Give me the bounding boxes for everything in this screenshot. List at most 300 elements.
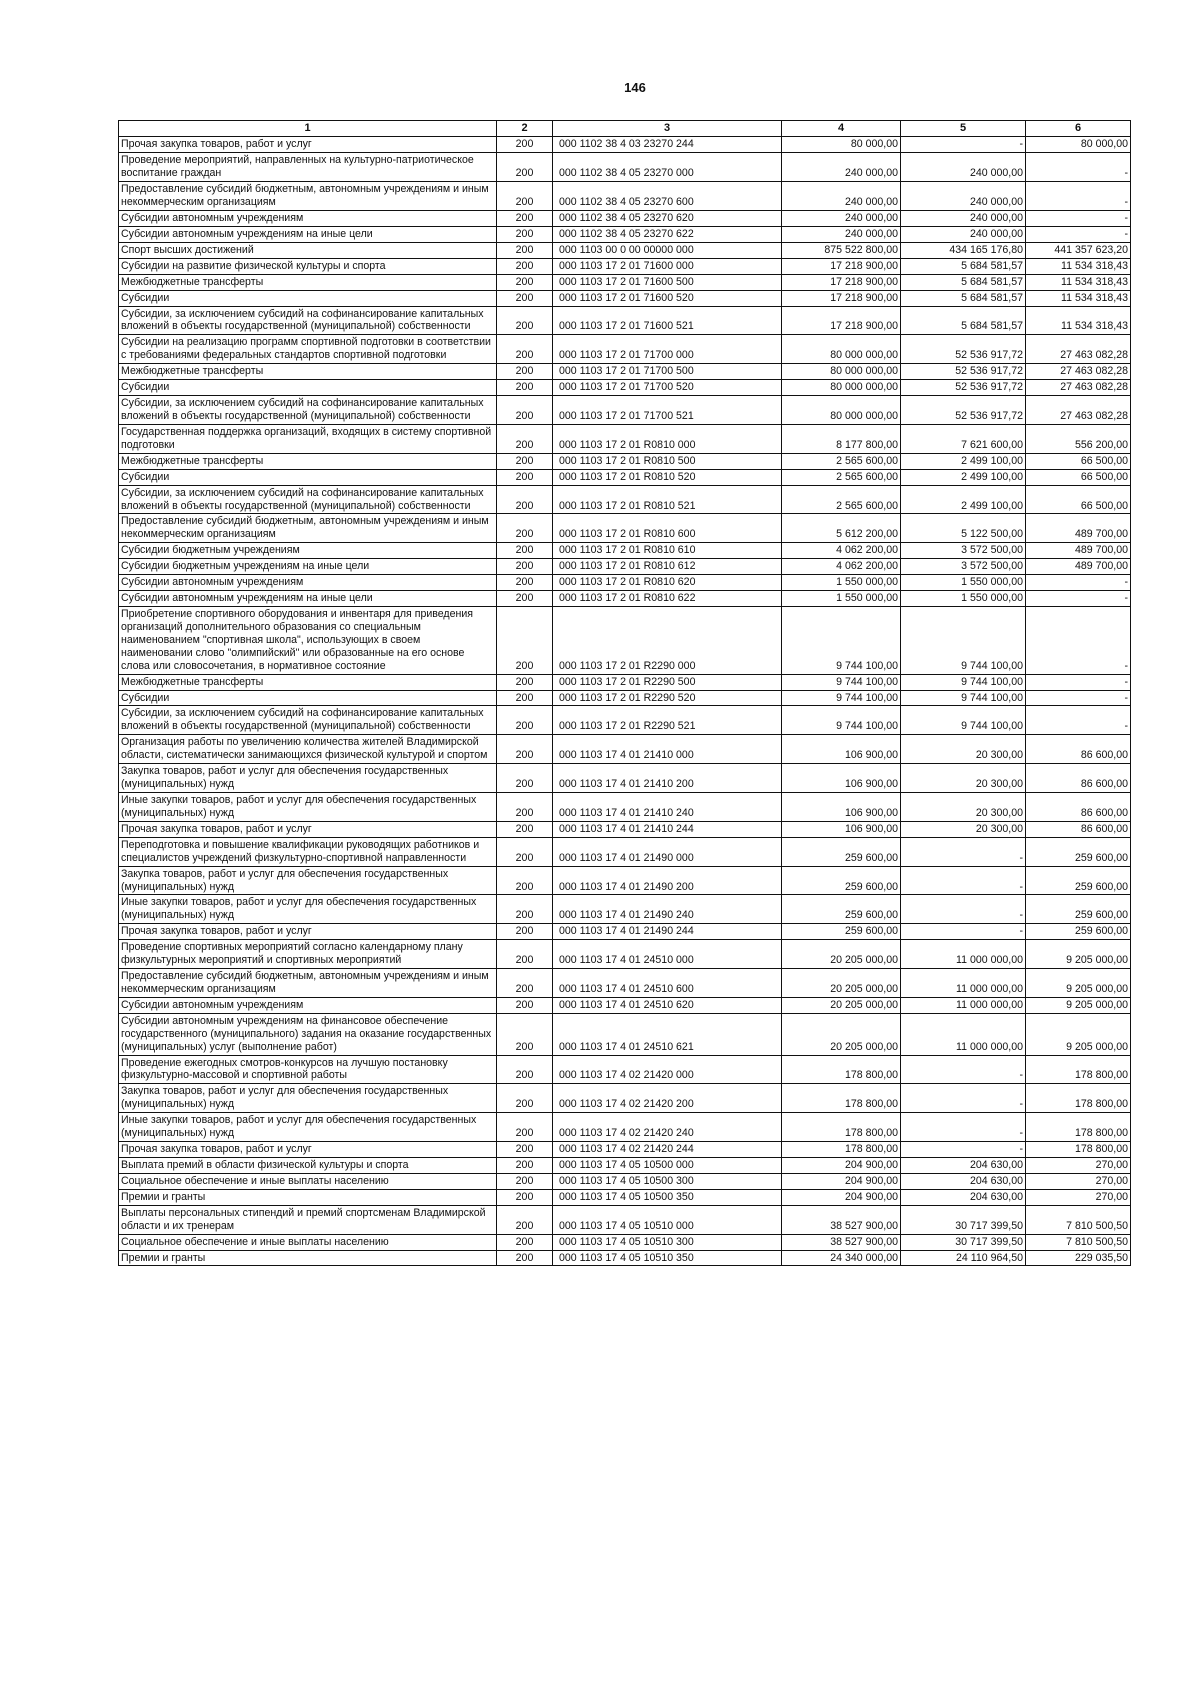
- table-row: [119, 674, 1131, 690]
- row-rest-cell: 178 800,00: [1026, 1055, 1131, 1084]
- row-name-cell: Прочая закупка товаров, работ и услуг: [119, 821, 497, 837]
- row-name-cell: Предоставление субсидий бюджетным, автономным учреждениям и иным некоммерческим организациям: [119, 514, 497, 543]
- row-rest-cell: -: [1026, 153, 1131, 182]
- row-plan-cell: 178 800,00: [782, 1142, 901, 1158]
- row-kbk-cell: 000 1102 38 4 03 23270 244: [553, 137, 782, 153]
- row-exec-cell: 52 536 917,72: [901, 364, 1026, 380]
- table-row: [119, 866, 1131, 895]
- row-rest-cell: -: [1026, 690, 1131, 706]
- row-exec-cell: 5 122 500,00: [901, 514, 1026, 543]
- table-row: [119, 182, 1131, 211]
- row-kbk-cell: 000 1103 17 4 01 21410 240: [553, 792, 782, 821]
- row-plan-cell: 9 744 100,00: [782, 674, 901, 690]
- row-kbk-cell: 000 1103 17 4 02 21420 244: [553, 1142, 782, 1158]
- row-name-cell: Прочая закупка товаров, работ и услуг: [119, 137, 497, 153]
- row-exec-cell: -: [901, 137, 1026, 153]
- row-code-cell: 200: [497, 1205, 553, 1234]
- row-exec-cell: 5 684 581,57: [901, 274, 1026, 290]
- row-exec-cell: 240 000,00: [901, 226, 1026, 242]
- row-code-cell: 200: [497, 153, 553, 182]
- table-row: [119, 1142, 1131, 1158]
- row-kbk-cell: 000 1103 17 2 01 R0810 500: [553, 453, 782, 469]
- row-exec-cell: -: [901, 1055, 1026, 1084]
- row-exec-cell: 52 536 917,72: [901, 396, 1026, 425]
- row-name-cell: Субсидии автономным учреждениям: [119, 997, 497, 1013]
- row-name-cell: Субсидии бюджетным учреждениям на иные цели: [119, 559, 497, 575]
- row-exec-cell: 434 165 176,80: [901, 242, 1026, 258]
- row-kbk-cell: 000 1103 17 4 01 24510 000: [553, 940, 782, 969]
- row-exec-cell: 240 000,00: [901, 211, 1026, 227]
- table-row: [119, 1173, 1131, 1189]
- row-exec-cell: 11 000 000,00: [901, 940, 1026, 969]
- budget-table: [118, 120, 1131, 1266]
- row-code-cell: 200: [497, 242, 553, 258]
- row-code-cell: 200: [497, 469, 553, 485]
- row-rest-cell: 259 600,00: [1026, 866, 1131, 895]
- row-plan-cell: 875 522 800,00: [782, 242, 901, 258]
- row-kbk-cell: 000 1103 00 0 00 00000 000: [553, 242, 782, 258]
- row-plan-cell: 9 744 100,00: [782, 606, 901, 674]
- row-plan-cell: 8 177 800,00: [782, 424, 901, 453]
- table-row: [119, 735, 1131, 764]
- row-name-cell: Субсидии, за исключением субсидий на софинансирование капитальных вложений в объекты государственной (муниципальной) собственности: [119, 706, 497, 735]
- row-kbk-cell: 000 1103 17 2 01 R0810 620: [553, 575, 782, 591]
- row-kbk-cell: 000 1103 17 4 01 24510 600: [553, 969, 782, 998]
- row-plan-cell: 204 900,00: [782, 1189, 901, 1205]
- row-plan-cell: 106 900,00: [782, 764, 901, 793]
- table-row: [119, 335, 1131, 364]
- row-name-cell: Переподготовка и повышение квалификации руководящих работников и специалистов учреждений физкультурно-спортивной направленности: [119, 837, 497, 866]
- row-plan-cell: 2 565 600,00: [782, 469, 901, 485]
- row-rest-cell: 11 534 318,43: [1026, 290, 1131, 306]
- row-plan-cell: 240 000,00: [782, 153, 901, 182]
- table-row: [119, 940, 1131, 969]
- row-rest-cell: 270,00: [1026, 1158, 1131, 1174]
- row-code-cell: 200: [497, 735, 553, 764]
- row-plan-cell: 106 900,00: [782, 792, 901, 821]
- row-kbk-cell: 000 1103 17 2 01 R2290 520: [553, 690, 782, 706]
- table-row: [119, 1084, 1131, 1113]
- row-name-cell: Прочая закупка товаров, работ и услуг: [119, 924, 497, 940]
- row-exec-cell: 11 000 000,00: [901, 969, 1026, 998]
- row-kbk-cell: 000 1103 17 2 01 71600 521: [553, 306, 782, 335]
- row-plan-cell: 240 000,00: [782, 226, 901, 242]
- row-exec-cell: 20 300,00: [901, 792, 1026, 821]
- row-code-cell: 200: [497, 764, 553, 793]
- row-code-cell: 200: [497, 290, 553, 306]
- row-rest-cell: 86 600,00: [1026, 821, 1131, 837]
- row-code-cell: 200: [497, 792, 553, 821]
- row-plan-cell: 240 000,00: [782, 182, 901, 211]
- row-code-cell: 200: [497, 364, 553, 380]
- row-kbk-cell: 000 1103 17 4 01 21490 200: [553, 866, 782, 895]
- row-exec-cell: 52 536 917,72: [901, 380, 1026, 396]
- table-row: [119, 543, 1131, 559]
- row-kbk-cell: 000 1103 17 2 01 R2290 500: [553, 674, 782, 690]
- row-plan-cell: 9 744 100,00: [782, 690, 901, 706]
- row-name-cell: Субсидии автономным учреждениям на иные цели: [119, 226, 497, 242]
- row-exec-cell: 204 630,00: [901, 1189, 1026, 1205]
- row-exec-cell: 52 536 917,72: [901, 335, 1026, 364]
- table-row: [119, 274, 1131, 290]
- row-exec-cell: 2 499 100,00: [901, 485, 1026, 514]
- row-kbk-cell: 000 1103 17 4 01 21410 200: [553, 764, 782, 793]
- row-code-cell: 200: [497, 1113, 553, 1142]
- row-rest-cell: 9 205 000,00: [1026, 969, 1131, 998]
- row-rest-cell: 178 800,00: [1026, 1084, 1131, 1113]
- row-plan-cell: 1 550 000,00: [782, 575, 901, 591]
- row-code-cell: 200: [497, 606, 553, 674]
- row-exec-cell: 11 000 000,00: [901, 997, 1026, 1013]
- row-name-cell: Иные закупки товаров, работ и услуг для обеспечения государственных (муниципальных) нужд: [119, 792, 497, 821]
- row-rest-cell: -: [1026, 226, 1131, 242]
- row-rest-cell: -: [1026, 182, 1131, 211]
- table-header-row: [119, 121, 1131, 137]
- row-kbk-cell: 000 1103 17 4 02 21420 200: [553, 1084, 782, 1113]
- table-row: [119, 1250, 1131, 1266]
- row-rest-cell: 66 500,00: [1026, 485, 1131, 514]
- row-name-cell: Субсидии: [119, 690, 497, 706]
- row-rest-cell: -: [1026, 591, 1131, 607]
- row-kbk-cell: 000 1103 17 4 05 10510 350: [553, 1250, 782, 1266]
- row-name-cell: Социальное обеспечение и иные выплаты населению: [119, 1173, 497, 1189]
- row-exec-cell: -: [901, 1113, 1026, 1142]
- table-row: [119, 1113, 1131, 1142]
- row-rest-cell: 229 035,50: [1026, 1250, 1131, 1266]
- row-exec-cell: 30 717 399,50: [901, 1205, 1026, 1234]
- row-plan-cell: 240 000,00: [782, 211, 901, 227]
- row-plan-cell: 9 744 100,00: [782, 706, 901, 735]
- row-kbk-cell: 000 1103 17 2 01 71700 520: [553, 380, 782, 396]
- header-cell-1: 1: [119, 121, 497, 137]
- table-row: [119, 895, 1131, 924]
- row-name-cell: Субсидии автономным учреждениям на иные цели: [119, 591, 497, 607]
- table-row: [119, 153, 1131, 182]
- row-kbk-cell: 000 1103 17 4 05 10510 300: [553, 1234, 782, 1250]
- table-row: [119, 1158, 1131, 1174]
- table-row: [119, 514, 1131, 543]
- row-code-cell: 200: [497, 821, 553, 837]
- table-row: [119, 306, 1131, 335]
- row-rest-cell: 489 700,00: [1026, 514, 1131, 543]
- table-row: [119, 969, 1131, 998]
- row-rest-cell: 27 463 082,28: [1026, 335, 1131, 364]
- row-rest-cell: -: [1026, 606, 1131, 674]
- row-rest-cell: 11 534 318,43: [1026, 306, 1131, 335]
- row-exec-cell: 20 300,00: [901, 735, 1026, 764]
- row-code-cell: 200: [497, 137, 553, 153]
- row-rest-cell: -: [1026, 575, 1131, 591]
- row-name-cell: Предоставление субсидий бюджетным, автономным учреждениям и иным некоммерческим организациям: [119, 969, 497, 998]
- row-kbk-cell: 000 1103 17 2 01 R0810 000: [553, 424, 782, 453]
- row-rest-cell: 441 357 623,20: [1026, 242, 1131, 258]
- row-name-cell: Межбюджетные трансферты: [119, 453, 497, 469]
- table-row: [119, 453, 1131, 469]
- row-plan-cell: 17 218 900,00: [782, 258, 901, 274]
- row-rest-cell: -: [1026, 211, 1131, 227]
- table-row: [119, 606, 1131, 674]
- row-name-cell: Межбюджетные трансферты: [119, 674, 497, 690]
- row-exec-cell: -: [901, 895, 1026, 924]
- row-code-cell: 200: [497, 940, 553, 969]
- row-plan-cell: 20 205 000,00: [782, 940, 901, 969]
- row-name-cell: Иные закупки товаров, работ и услуг для обеспечения государственных (муниципальных) нужд: [119, 1113, 497, 1142]
- row-plan-cell: 2 565 600,00: [782, 485, 901, 514]
- header-cell-3: 3: [553, 121, 782, 137]
- row-code-cell: 200: [497, 424, 553, 453]
- row-name-cell: Проведение мероприятий, направленных на культурно-патриотическое воспитание граждан: [119, 153, 497, 182]
- row-exec-cell: 3 572 500,00: [901, 559, 1026, 575]
- table-row: [119, 837, 1131, 866]
- row-name-cell: Иные закупки товаров, работ и услуг для обеспечения государственных (муниципальных) нужд: [119, 895, 497, 924]
- table-row: [119, 1013, 1131, 1055]
- row-code-cell: 200: [497, 969, 553, 998]
- row-name-cell: Закупка товаров, работ и услуг для обеспечения государственных (муниципальных) нужд: [119, 866, 497, 895]
- row-name-cell: Проведение спортивных мероприятий согласно календарному плану физкультурных мероприятий и спортивных мероприятий: [119, 940, 497, 969]
- row-plan-cell: 106 900,00: [782, 821, 901, 837]
- row-name-cell: Выплаты персональных стипендий и премий спортсменам Владимирской области и их тренерам: [119, 1205, 497, 1234]
- row-kbk-cell: 000 1103 17 4 01 21490 000: [553, 837, 782, 866]
- row-exec-cell: 9 744 100,00: [901, 674, 1026, 690]
- table-row: [119, 575, 1131, 591]
- row-code-cell: 200: [497, 895, 553, 924]
- row-plan-cell: 178 800,00: [782, 1055, 901, 1084]
- row-kbk-cell: 000 1103 17 2 01 R2290 521: [553, 706, 782, 735]
- row-code-cell: 200: [497, 866, 553, 895]
- row-exec-cell: 7 621 600,00: [901, 424, 1026, 453]
- row-code-cell: 200: [497, 396, 553, 425]
- row-rest-cell: 270,00: [1026, 1173, 1131, 1189]
- row-plan-cell: 204 900,00: [782, 1173, 901, 1189]
- row-code-cell: 200: [497, 380, 553, 396]
- row-kbk-cell: 000 1103 17 4 02 21420 000: [553, 1055, 782, 1084]
- row-exec-cell: 5 684 581,57: [901, 306, 1026, 335]
- row-plan-cell: 106 900,00: [782, 735, 901, 764]
- row-rest-cell: 259 600,00: [1026, 895, 1131, 924]
- row-code-cell: 200: [497, 258, 553, 274]
- row-rest-cell: 27 463 082,28: [1026, 380, 1131, 396]
- row-code-cell: 200: [497, 1250, 553, 1266]
- row-rest-cell: 259 600,00: [1026, 924, 1131, 940]
- row-code-cell: 200: [497, 559, 553, 575]
- row-name-cell: Премии и гранты: [119, 1250, 497, 1266]
- row-name-cell: Субсидии автономным учреждениям на финансовое обеспечение государственного (муниципального) задания на оказание государственных (муниципальных) услуг (выполнение работ): [119, 1013, 497, 1055]
- row-code-cell: 200: [497, 1013, 553, 1055]
- row-exec-cell: 20 300,00: [901, 764, 1026, 793]
- row-kbk-cell: 000 1103 17 2 01 R2290 000: [553, 606, 782, 674]
- row-name-cell: Премии и гранты: [119, 1189, 497, 1205]
- row-kbk-cell: 000 1103 17 2 01 R0810 610: [553, 543, 782, 559]
- row-rest-cell: -: [1026, 674, 1131, 690]
- row-exec-cell: 204 630,00: [901, 1158, 1026, 1174]
- row-name-cell: Социальное обеспечение и иные выплаты населению: [119, 1234, 497, 1250]
- row-rest-cell: 80 000,00: [1026, 137, 1131, 153]
- row-rest-cell: 489 700,00: [1026, 543, 1131, 559]
- row-name-cell: Межбюджетные трансферты: [119, 364, 497, 380]
- table-row: [119, 764, 1131, 793]
- header-cell-6: 6: [1026, 121, 1131, 137]
- row-plan-cell: 204 900,00: [782, 1158, 901, 1174]
- row-exec-cell: -: [901, 924, 1026, 940]
- table-row: [119, 559, 1131, 575]
- row-exec-cell: 11 000 000,00: [901, 1013, 1026, 1055]
- row-code-cell: 200: [497, 453, 553, 469]
- row-rest-cell: 9 205 000,00: [1026, 1013, 1131, 1055]
- row-plan-cell: 80 000 000,00: [782, 380, 901, 396]
- row-name-cell: Государственная поддержка организаций, входящих в систему спортивной подготовки: [119, 424, 497, 453]
- row-name-cell: Выплата премий в области физической культуры и спорта: [119, 1158, 497, 1174]
- row-rest-cell: 27 463 082,28: [1026, 396, 1131, 425]
- row-rest-cell: 9 205 000,00: [1026, 997, 1131, 1013]
- row-plan-cell: 20 205 000,00: [782, 997, 901, 1013]
- row-name-cell: Организация работы по увеличению количества жителей Владимирской области, систематически занимающихся физической культурой и спортом: [119, 735, 497, 764]
- row-code-cell: 200: [497, 1055, 553, 1084]
- table-row: [119, 380, 1131, 396]
- row-rest-cell: 556 200,00: [1026, 424, 1131, 453]
- row-rest-cell: 259 600,00: [1026, 837, 1131, 866]
- row-plan-cell: 4 062 200,00: [782, 559, 901, 575]
- row-name-cell: Субсидии: [119, 290, 497, 306]
- row-plan-cell: 178 800,00: [782, 1113, 901, 1142]
- row-rest-cell: 178 800,00: [1026, 1113, 1131, 1142]
- row-code-cell: 200: [497, 1234, 553, 1250]
- row-rest-cell: 66 500,00: [1026, 469, 1131, 485]
- table-row: [119, 1055, 1131, 1084]
- row-kbk-cell: 000 1102 38 4 05 23270 000: [553, 153, 782, 182]
- budget-table-body: [119, 121, 1131, 1266]
- row-kbk-cell: 000 1103 17 4 05 10500 000: [553, 1158, 782, 1174]
- table-row: [119, 242, 1131, 258]
- table-row: [119, 591, 1131, 607]
- row-exec-cell: 240 000,00: [901, 182, 1026, 211]
- row-kbk-cell: 000 1103 17 4 05 10500 300: [553, 1173, 782, 1189]
- row-plan-cell: 259 600,00: [782, 837, 901, 866]
- row-kbk-cell: 000 1103 17 4 05 10500 350: [553, 1189, 782, 1205]
- row-exec-cell: 9 744 100,00: [901, 690, 1026, 706]
- row-exec-cell: -: [901, 866, 1026, 895]
- row-kbk-cell: 000 1103 17 2 01 71600 520: [553, 290, 782, 306]
- row-exec-cell: 20 300,00: [901, 821, 1026, 837]
- row-name-cell: Субсидии: [119, 380, 497, 396]
- page-number: 146: [624, 80, 646, 95]
- row-kbk-cell: 000 1103 17 4 01 21490 244: [553, 924, 782, 940]
- row-rest-cell: 178 800,00: [1026, 1142, 1131, 1158]
- row-exec-cell: 24 110 964,50: [901, 1250, 1026, 1266]
- row-rest-cell: 489 700,00: [1026, 559, 1131, 575]
- row-code-cell: 200: [497, 1189, 553, 1205]
- row-exec-cell: -: [901, 837, 1026, 866]
- row-plan-cell: 80 000 000,00: [782, 364, 901, 380]
- row-code-cell: 200: [497, 211, 553, 227]
- row-rest-cell: 270,00: [1026, 1189, 1131, 1205]
- row-kbk-cell: 000 1103 17 2 01 R0810 612: [553, 559, 782, 575]
- row-name-cell: Закупка товаров, работ и услуг для обеспечения государственных (муниципальных) нужд: [119, 764, 497, 793]
- row-plan-cell: 80 000 000,00: [782, 396, 901, 425]
- row-kbk-cell: 000 1103 17 2 01 71600 000: [553, 258, 782, 274]
- row-kbk-cell: 000 1103 17 2 01 71700 000: [553, 335, 782, 364]
- row-plan-cell: 38 527 900,00: [782, 1205, 901, 1234]
- row-kbk-cell: 000 1103 17 2 01 R0810 622: [553, 591, 782, 607]
- row-code-cell: 200: [497, 591, 553, 607]
- row-kbk-cell: 000 1103 17 2 01 R0810 600: [553, 514, 782, 543]
- row-plan-cell: 17 218 900,00: [782, 306, 901, 335]
- header-cell-4: 4: [782, 121, 901, 137]
- row-code-cell: 200: [497, 274, 553, 290]
- row-exec-cell: 9 744 100,00: [901, 706, 1026, 735]
- row-exec-cell: 3 572 500,00: [901, 543, 1026, 559]
- row-kbk-cell: 000 1103 17 2 01 R0810 521: [553, 485, 782, 514]
- row-name-cell: Субсидии автономным учреждениям: [119, 211, 497, 227]
- row-plan-cell: 20 205 000,00: [782, 1013, 901, 1055]
- row-code-cell: 200: [497, 514, 553, 543]
- header-cell-5: 5: [901, 121, 1026, 137]
- row-code-cell: 200: [497, 1158, 553, 1174]
- row-rest-cell: -: [1026, 706, 1131, 735]
- header-cell-2: 2: [497, 121, 553, 137]
- row-rest-cell: 86 600,00: [1026, 792, 1131, 821]
- row-name-cell: Приобретение спортивного оборудования и инвентаря для приведения организаций дополнительного образования со специальным наименованием "спортивная школа", использующих в своем наименовании слово "олимпийский" или образованные на его основе слова или словосочетания, в нормативное состояние: [119, 606, 497, 674]
- row-kbk-cell: 000 1102 38 4 05 23270 620: [553, 211, 782, 227]
- row-exec-cell: 5 684 581,57: [901, 258, 1026, 274]
- row-kbk-cell: 000 1103 17 2 01 71700 521: [553, 396, 782, 425]
- row-exec-cell: 1 550 000,00: [901, 591, 1026, 607]
- row-code-cell: 200: [497, 485, 553, 514]
- row-code-cell: 200: [497, 1084, 553, 1113]
- row-code-cell: 200: [497, 706, 553, 735]
- row-rest-cell: 7 810 500,50: [1026, 1205, 1131, 1234]
- row-kbk-cell: 000 1102 38 4 05 23270 600: [553, 182, 782, 211]
- row-code-cell: 200: [497, 924, 553, 940]
- row-kbk-cell: 000 1103 17 4 01 24510 621: [553, 1013, 782, 1055]
- table-row: [119, 485, 1131, 514]
- row-kbk-cell: 000 1102 38 4 05 23270 622: [553, 226, 782, 242]
- row-plan-cell: 5 612 200,00: [782, 514, 901, 543]
- row-exec-cell: -: [901, 1142, 1026, 1158]
- row-code-cell: 200: [497, 226, 553, 242]
- row-plan-cell: 80 000 000,00: [782, 335, 901, 364]
- row-exec-cell: 30 717 399,50: [901, 1234, 1026, 1250]
- row-plan-cell: 38 527 900,00: [782, 1234, 901, 1250]
- row-exec-cell: 5 684 581,57: [901, 290, 1026, 306]
- table-row: [119, 1205, 1131, 1234]
- row-rest-cell: 66 500,00: [1026, 453, 1131, 469]
- row-kbk-cell: 000 1103 17 2 01 R0810 520: [553, 469, 782, 485]
- row-exec-cell: 1 550 000,00: [901, 575, 1026, 591]
- row-code-cell: 200: [497, 837, 553, 866]
- row-name-cell: Прочая закупка товаров, работ и услуг: [119, 1142, 497, 1158]
- table-row: [119, 137, 1131, 153]
- row-plan-cell: 259 600,00: [782, 924, 901, 940]
- row-exec-cell: 240 000,00: [901, 153, 1026, 182]
- row-code-cell: 200: [497, 674, 553, 690]
- row-code-cell: 200: [497, 1142, 553, 1158]
- table-row: [119, 1234, 1131, 1250]
- row-kbk-cell: 000 1103 17 4 01 21410 244: [553, 821, 782, 837]
- row-plan-cell: 80 000,00: [782, 137, 901, 153]
- row-plan-cell: 1 550 000,00: [782, 591, 901, 607]
- row-code-cell: 200: [497, 575, 553, 591]
- table-row: [119, 258, 1131, 274]
- row-code-cell: 200: [497, 543, 553, 559]
- table-row: [119, 424, 1131, 453]
- table-row: [119, 997, 1131, 1013]
- table-row: [119, 469, 1131, 485]
- row-code-cell: 200: [497, 182, 553, 211]
- table-row: [119, 1189, 1131, 1205]
- row-plan-cell: 259 600,00: [782, 866, 901, 895]
- row-name-cell: Субсидии, за исключением субсидий на софинансирование капитальных вложений в объекты государственной (муниципальной) собственности: [119, 306, 497, 335]
- row-name-cell: Межбюджетные трансферты: [119, 274, 497, 290]
